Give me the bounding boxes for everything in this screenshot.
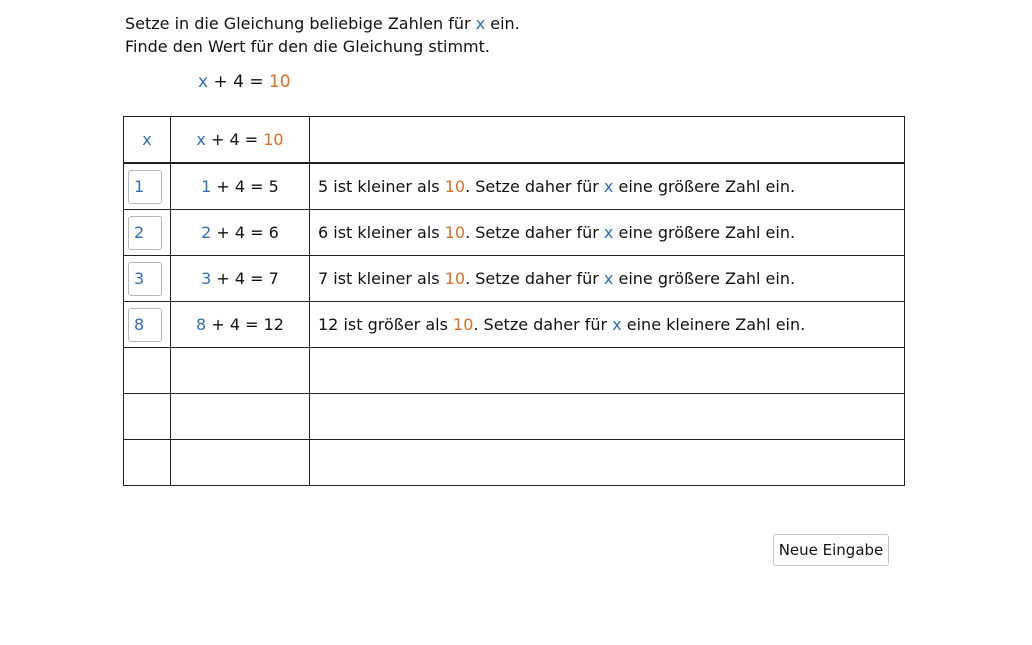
x-input[interactable] — [128, 262, 162, 296]
equation-target: 10 — [268, 72, 291, 92]
table-header-row — [124, 117, 905, 164]
feedback-variable: x — [603, 269, 614, 288]
empty-equation-cell — [171, 394, 310, 440]
feedback-text: 5 ist kleiner als — [318, 177, 445, 196]
feedback-variable: x — [603, 223, 614, 242]
instruction-text-end: ein. — [485, 14, 520, 33]
feedback-text: . Setze daher für — [473, 315, 613, 334]
feedback-text: eine kleinere Zahl ein. — [621, 315, 806, 334]
equation-middle: + 4 = — [208, 72, 269, 92]
eq-rest: + 4 = 6 — [211, 223, 279, 242]
empty-feedback-cell — [310, 348, 905, 394]
feedback-cell — [310, 163, 905, 210]
x-input[interactable] — [128, 308, 162, 342]
feedback-target: 10 — [444, 177, 466, 196]
feedback-variable: x — [612, 315, 622, 334]
empty-x-cell — [124, 348, 171, 394]
instructions — [125, 12, 520, 58]
header-eq-target: 10 — [263, 130, 284, 149]
header-x: x — [124, 117, 171, 164]
feedback-text: 7 ist kleiner als — [318, 269, 445, 288]
equation-cell — [171, 163, 310, 210]
feedback-text: . Setze daher für — [465, 223, 604, 242]
x-input[interactable] — [128, 170, 162, 204]
instruction-text: Setze in die Gleichung beliebige Zahlen für — [125, 14, 476, 33]
eq-value: 1 — [201, 177, 212, 196]
table-row — [124, 302, 905, 348]
instruction-line-2: Finde den Wert für den die Gleichung stimmt. — [125, 37, 490, 56]
feedback-target: 10 — [444, 269, 466, 288]
x-cell — [124, 210, 171, 256]
empty-row — [124, 440, 905, 486]
empty-feedback-cell — [310, 394, 905, 440]
empty-feedback-cell — [310, 440, 905, 486]
eq-value: 8 — [196, 315, 207, 334]
feedback-cell — [310, 256, 905, 302]
header-eq-variable: x — [196, 130, 206, 149]
feedback-text: eine größere Zahl ein. — [613, 223, 796, 242]
empty-row — [124, 394, 905, 440]
table-row — [124, 256, 905, 302]
equation-cell — [171, 302, 310, 348]
header-equation — [171, 117, 310, 164]
feedback-target: 10 — [444, 223, 466, 242]
feedback-text: . Setze daher für — [465, 177, 604, 196]
feedback-variable: x — [603, 177, 614, 196]
eq-value: 2 — [201, 223, 212, 242]
eq-value: 3 — [201, 269, 212, 288]
instruction-line-1 — [125, 12, 520, 35]
x-cell — [124, 302, 171, 348]
empty-equation-cell — [171, 348, 310, 394]
x-cell — [124, 256, 171, 302]
feedback-target: 10 — [453, 315, 474, 334]
table-row — [124, 163, 905, 210]
eq-rest: + 4 = 5 — [211, 177, 279, 196]
value-table — [123, 116, 905, 486]
empty-x-cell — [124, 440, 171, 486]
empty-equation-cell — [171, 440, 310, 486]
feedback-cell — [310, 210, 905, 256]
feedback-cell — [310, 302, 905, 348]
feedback-text: eine größere Zahl ein. — [613, 177, 796, 196]
feedback-text: eine größere Zahl ein. — [613, 269, 796, 288]
target-equation — [198, 72, 291, 92]
feedback-text: . Setze daher für — [465, 269, 604, 288]
empty-x-cell — [124, 394, 171, 440]
equation-variable: x — [198, 72, 209, 92]
variable-x: x — [475, 14, 486, 33]
header-eq-middle: + 4 = — [205, 130, 264, 149]
feedback-text: 12 ist größer als — [318, 315, 454, 334]
header-feedback — [310, 117, 905, 164]
x-cell — [124, 163, 171, 210]
new-entry-button[interactable]: Neue Eingabe — [773, 534, 889, 566]
feedback-text: 6 ist kleiner als — [318, 223, 445, 242]
eq-rest: + 4 = 12 — [206, 315, 284, 334]
equation-cell — [171, 256, 310, 302]
table-row — [124, 210, 905, 256]
empty-row — [124, 348, 905, 394]
equation-cell — [171, 210, 310, 256]
eq-rest: + 4 = 7 — [211, 269, 279, 288]
x-input[interactable] — [128, 216, 162, 250]
